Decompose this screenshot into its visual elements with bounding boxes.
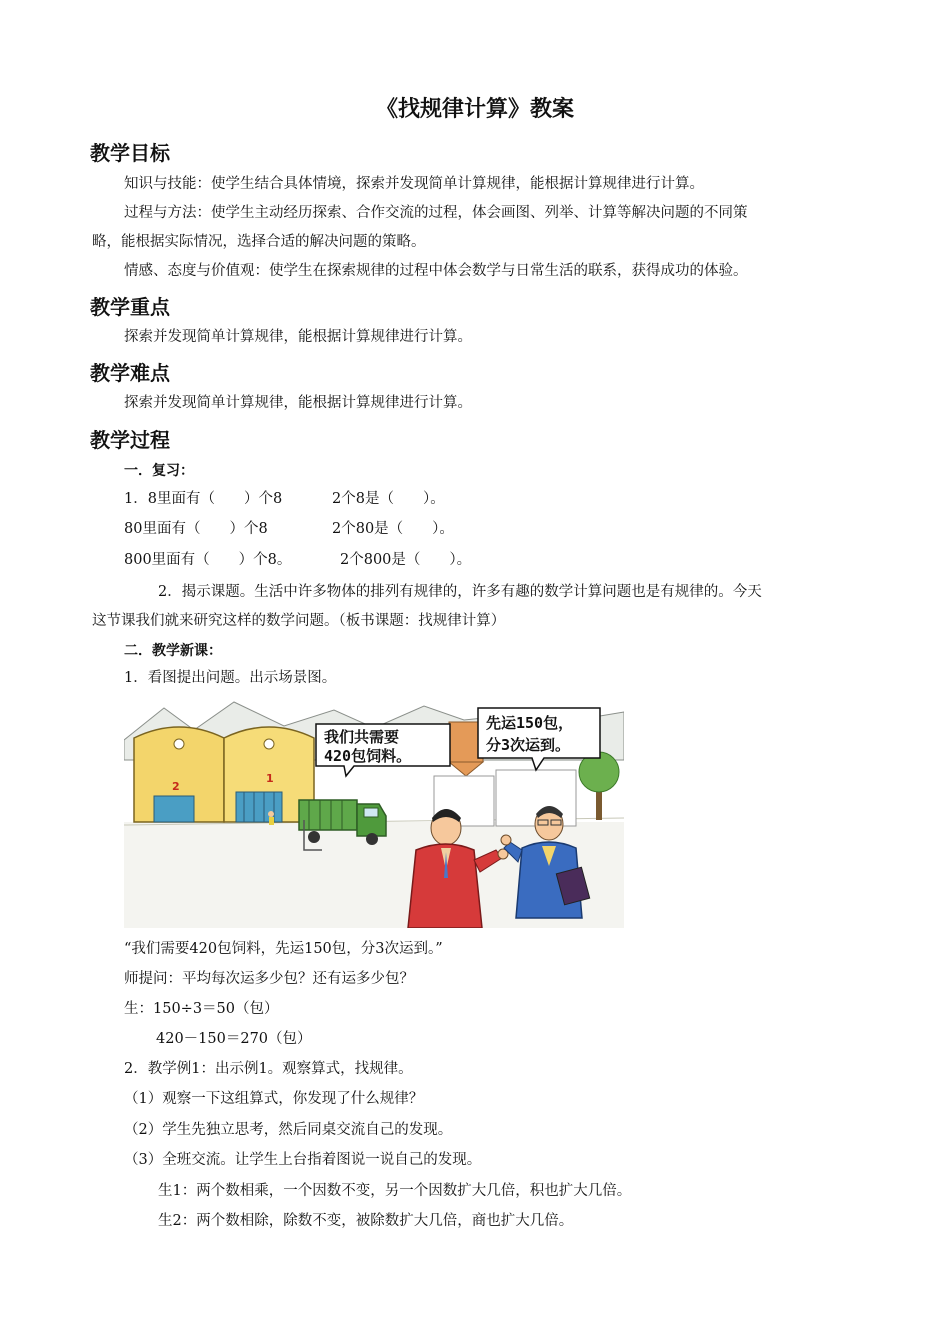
student-answer-1: 生：150÷3＝50（包） — [124, 1001, 279, 1017]
review-q3-a: 800里面有（ ）个8。 — [124, 552, 292, 568]
scene-illustration — [124, 700, 624, 928]
heading-objectives: 教学目标 — [90, 141, 170, 165]
reveal-line1: 2．揭示课题。生活中许多物体的排列有规律的，许多有趣的数学计算问题也是有规律的。今天 — [158, 584, 762, 600]
student-answer-2: 420－150＝270（包） — [156, 1031, 312, 1047]
sub-step-2: （2）学生先独立思考，然后同桌交流自己的发现。 — [124, 1122, 453, 1138]
review-title: 一．复习： — [124, 463, 194, 479]
document-title: 《找规律计算》教案 — [375, 97, 574, 122]
sub-step-3: （3）全班交流。让学生上台指着图说一说自己的发现。 — [124, 1152, 482, 1168]
bubble-right-line2: 分3次运到。 — [486, 736, 571, 754]
student-1-finding: 生1：两个数相乘，一个因数不变，另一个因数扩大几倍，积也扩大几倍。 — [158, 1183, 632, 1199]
sub-step-1: （1）观察一下这组算式，你发现了什么规律？ — [124, 1091, 424, 1107]
objective-process-line2: 略，能根据实际情况，选择合适的解决问题的策略。 — [92, 234, 426, 250]
teacher-question: 师提问：平均每次运多少包？还有运多少包？ — [124, 971, 414, 987]
reveal-line2: 这节课我们就来研究这样的数学问题。（板书课题：找规律计算） — [92, 613, 506, 629]
student-2-finding: 生2：两个数相除，除数不变，被除数扩大几倍，商也扩大几倍。 — [158, 1213, 574, 1229]
heading-key-points: 教学重点 — [90, 295, 170, 319]
review-q2-b: 2个80是（ ）。 — [332, 521, 454, 537]
difficulties-text: 探索并发现简单计算规律，能根据计算规律进行计算。 — [124, 395, 472, 411]
objective-attitude: 情感、态度与价值观：使学生在探索规律的过程中体会数学与日常生活的联系，获得成功的体验。 — [124, 263, 748, 279]
heading-process: 教学过程 — [90, 428, 170, 452]
review-q1-a: 1．8里面有（ ）个8 — [124, 491, 283, 507]
review-q2-a: 80里面有（ ）个8 — [124, 521, 268, 537]
key-points-text: 探索并发现简单计算规律，能根据计算规律进行计算。 — [124, 329, 472, 345]
review-q1-b: 2个8是（ ）。 — [332, 491, 445, 507]
building-left-number: 2 — [172, 780, 180, 793]
objective-process-line1: 过程与方法：使学生主动经历探索、合作交流的过程，体会画图、列举、计算等解决问题的不同策 — [124, 205, 748, 221]
bubble-left-line2: 420包饲料。 — [324, 747, 412, 765]
building-right-number: 1 — [266, 772, 274, 785]
step1-text: 1．看图提出问题。出示场景图。 — [124, 670, 337, 686]
bubble-right-line1: 先运150包， — [486, 714, 574, 732]
bubble-left-line1: 我们共需要 — [324, 728, 400, 746]
review-q3-b: 2个800是（ ）。 — [340, 552, 472, 568]
step2-text: 2．教学例1：出示例1。观察算式，找规律。 — [124, 1061, 413, 1077]
heading-difficulties: 教学难点 — [90, 361, 170, 385]
new-lesson-title: 二．教学新课： — [124, 643, 222, 659]
quote-text: “我们需要420包饲料，先运150包，分3次运到。” — [124, 941, 443, 957]
objective-knowledge: 知识与技能：使学生结合具体情境，探索并发现简单计算规律，能根据计算规律进行计算。 — [124, 176, 704, 192]
